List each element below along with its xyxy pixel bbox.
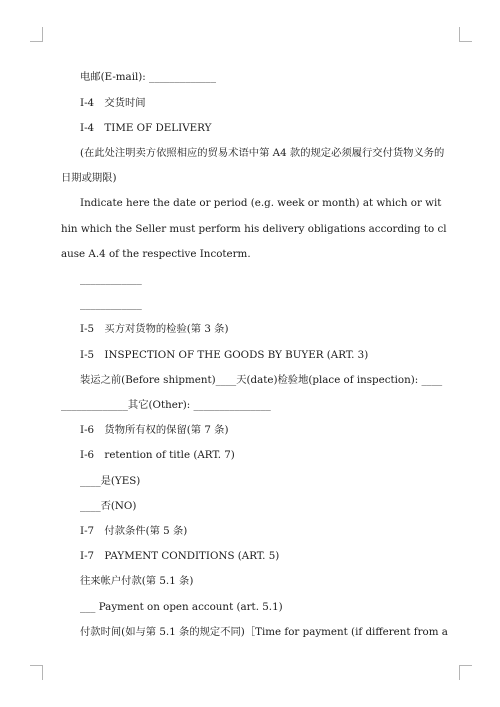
delivery-note-zh-line-1: (在此处注明卖方依照相应的贸易术语中第 A4 款的规定必须履行交付货物义务的 [80,147,445,159]
section-i7-heading-en: I-7 PAYMENT CONDITIONS (ART. 5) [80,550,280,562]
email-line: 电邮(E-mail): _____________ [80,71,216,83]
section-i4-heading-zh: I-4 交货时间 [80,97,146,109]
retention-yes-line: ____是(YES) [80,475,141,487]
section-i7-heading-zh: I-7 付款条件(第 5 条) [80,525,188,537]
blank-line-2: ____________ [80,298,142,310]
section-i5-heading-zh: I-5 买方对货物的检验(第 3 条) [80,323,229,335]
delivery-note-zh-line-2: 日期或期限) [61,172,117,184]
section-i6-heading-en: I-6 retention of title (ART. 7) [80,449,235,461]
delivery-note-en-line-3: ause A.4 of the respective Incoterm. [61,248,251,260]
delivery-note-en-line-2: hin which the Seller must perform his delivery obligations according to cl [61,223,447,235]
inspection-line-1: 装运之前(Before shipment)____天(date)检验地(place of inspection): ____ [80,374,443,386]
delivery-note-en-line-1: Indicate here the date or period (e.g. week or month) at which or wit [80,197,442,209]
section-i5-heading-en: I-5 INSPECTION OF THE GOODS BY BUYER (ART. 3) [80,349,369,361]
open-account-zh: 往来帐户付款(第 5.1 条) [80,575,194,587]
section-i6-heading-zh: I-6 货物所有权的保留(第 7 条) [80,424,229,436]
retention-no-line: ____否(NO) [80,500,137,512]
inspection-line-2: _____________其它(Other): _______________ [61,399,271,411]
time-for-payment-line: 付款时间(如与第 5.1 条的规定不同)［Time for payment (if different from a [80,626,448,638]
blank-line-1: ____________ [80,273,142,285]
open-account-en: ___ Payment on open account (art. 5.1) [80,601,283,613]
section-i4-heading-en: I-4 TIME OF DELIVERY [80,122,212,134]
